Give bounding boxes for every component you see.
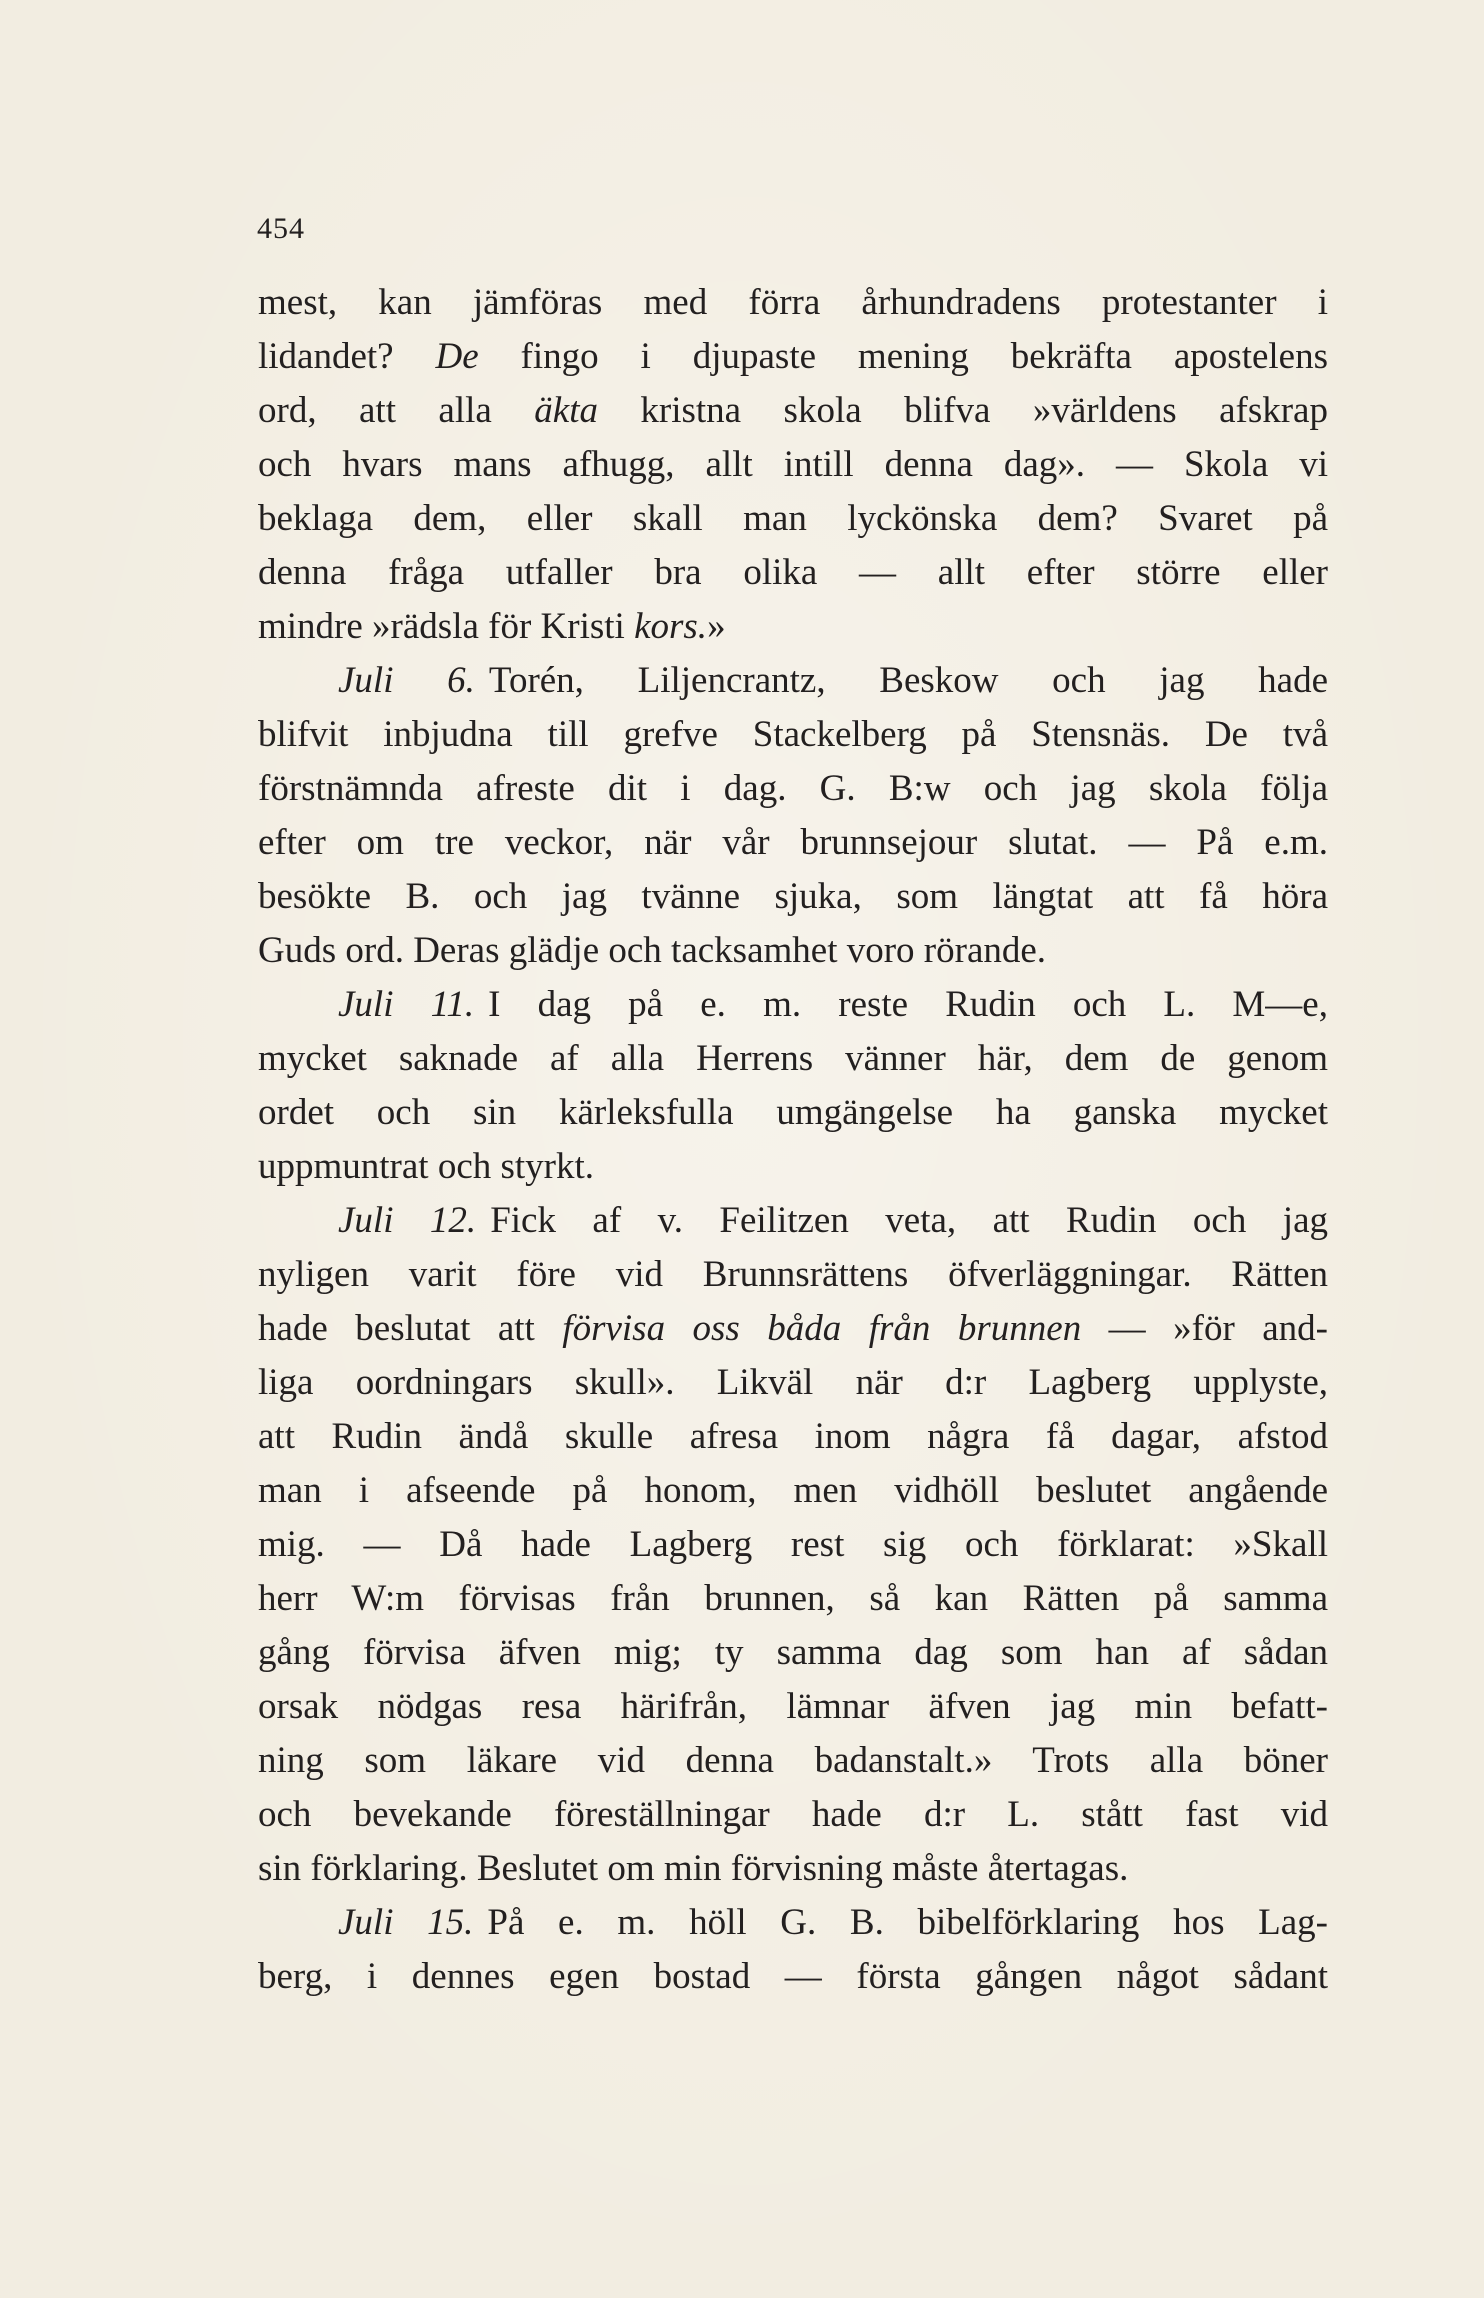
line-text: orsak nödgas resa härifrån, lämnar äfven jag min befatt-	[258, 1686, 1328, 1727]
text-line	[258, 708, 1328, 762]
line-text: ning som läkare vid denna badanstalt.» Trots alla böner	[258, 1740, 1328, 1781]
line-text: efter om tre veckor, när vår brunnsejour slutat. — På e.m.	[258, 822, 1328, 863]
line-text: och bevekande föreställningar hade d:r L. stått fast vid	[258, 1794, 1328, 1835]
emphasis-text: förvisa oss båda från brunnen	[562, 1308, 1082, 1349]
text-line	[258, 1518, 1328, 1572]
line-text: nyligen varit före vid Brunnsrättens öfverläggningar. Rätten	[258, 1254, 1328, 1295]
line-text: blifvit inbjudna till grefve Stackelberg på Stensnäs. De två	[258, 714, 1328, 755]
text-line	[258, 1302, 1328, 1356]
entry-date: Juli 6.	[338, 660, 475, 701]
entry-date: Juli 11.	[338, 984, 475, 1025]
text-line	[258, 276, 1328, 330]
line-text: mindre »rädsla för Kristi	[258, 606, 635, 647]
text-line	[258, 1248, 1328, 1302]
emphasis-text: kors.	[634, 606, 708, 647]
line-text: lidandet?	[258, 336, 436, 377]
text-line	[258, 1572, 1328, 1626]
text-line	[258, 1734, 1328, 1788]
line-text: man i afseende på honom, men vidhöll beslutet angående	[258, 1470, 1328, 1511]
line-text: Guds ord. Deras glädje och tacksamhet voro rörande.	[258, 930, 1047, 971]
text-line	[258, 1950, 1328, 2004]
emphasis-text: De	[435, 336, 479, 377]
text-line	[258, 924, 1328, 978]
entry-date: Juli 12.	[338, 1200, 477, 1241]
line-text: Torén, Liljencrantz, Beskow och jag hade	[488, 660, 1329, 701]
line-text: mycket saknade af alla Herrens vänner här, dem de genom	[258, 1038, 1328, 1079]
text-line	[258, 330, 1328, 384]
line-text: och hvars mans afhugg, allt intill denna dag». — Skola vi	[258, 444, 1328, 485]
text-line	[258, 1464, 1328, 1518]
line-text: På e. m. höll G. B. bibelförklaring hos Lag-	[487, 1902, 1328, 1943]
text-line	[258, 1626, 1328, 1680]
entry-date: Juli 15.	[338, 1902, 474, 1943]
text-line	[258, 1086, 1328, 1140]
text-line	[258, 978, 1328, 1032]
text-line	[258, 1788, 1328, 1842]
text-line	[258, 1842, 1328, 1896]
line-text: uppmuntrat och styrkt.	[258, 1146, 595, 1187]
line-text: herr W:m förvisas från brunnen, så kan Rätten på samma	[258, 1578, 1328, 1619]
text-line	[258, 492, 1328, 546]
text-line	[258, 384, 1328, 438]
line-text: ord, att alla	[258, 390, 535, 431]
line-text: denna fråga utfaller bra olika — allt efter större eller	[258, 552, 1328, 593]
line-text-continued: — »för and-	[1081, 1308, 1328, 1349]
emphasis-text: äkta	[534, 390, 598, 431]
text-line	[258, 1356, 1328, 1410]
line-text: ordet och sin kärleksfulla umgängelse ha ganska mycket	[258, 1092, 1328, 1133]
line-text: Fick af v. Feilitzen veta, att Rudin och jag	[490, 1200, 1329, 1241]
text-line	[258, 1140, 1328, 1194]
text-line	[258, 1410, 1328, 1464]
line-text: mig. — Då hade Lagberg rest sig och förklarat: »Skall	[258, 1524, 1328, 1565]
text-line	[258, 816, 1328, 870]
line-text: sin förklaring. Beslutet om min förvisning måste återtagas.	[258, 1848, 1129, 1889]
line-text: mest, kan jämföras med förra århundradens protestanter i	[258, 282, 1328, 323]
body-text	[258, 276, 1328, 2004]
page-number: 454	[257, 212, 305, 245]
line-text: I dag på e. m. reste Rudin och L. M—e,	[488, 984, 1328, 1025]
text-line	[258, 870, 1328, 924]
text-line	[258, 546, 1328, 600]
line-text: hade beslutat att	[258, 1308, 563, 1349]
text-line	[258, 438, 1328, 492]
line-text: gång förvisa äfven mig; ty samma dag som han af sådan	[258, 1632, 1328, 1673]
line-text: beklaga dem, eller skall man lyckönska dem? Svaret på	[258, 498, 1328, 539]
text-line	[258, 762, 1328, 816]
line-text: förstnämnda afreste dit i dag. G. B:w och jag skola följa	[258, 768, 1328, 809]
line-text: liga oordningars skull». Likväl när d:r Lagberg upplyste,	[258, 1362, 1328, 1403]
text-line	[258, 654, 1328, 708]
line-text: berg, i dennes egen bostad — första gången något sådant	[258, 1956, 1328, 1997]
line-text: besökte B. och jag tvänne sjuka, som längtat att få höra	[258, 876, 1328, 917]
line-text-continued: kristna skola blifva »världens afskrap	[597, 390, 1328, 431]
line-text-continued: fingo i djupaste mening bekräfta apostelens	[478, 336, 1328, 377]
text-line	[258, 600, 1328, 654]
text-line	[258, 1032, 1328, 1086]
line-text: att Rudin ändå skulle afresa inom några få dagar, afstod	[258, 1416, 1328, 1457]
line-text-continued: »	[707, 606, 726, 647]
text-line	[258, 1194, 1328, 1248]
text-line	[258, 1896, 1328, 1950]
text-line	[258, 1680, 1328, 1734]
